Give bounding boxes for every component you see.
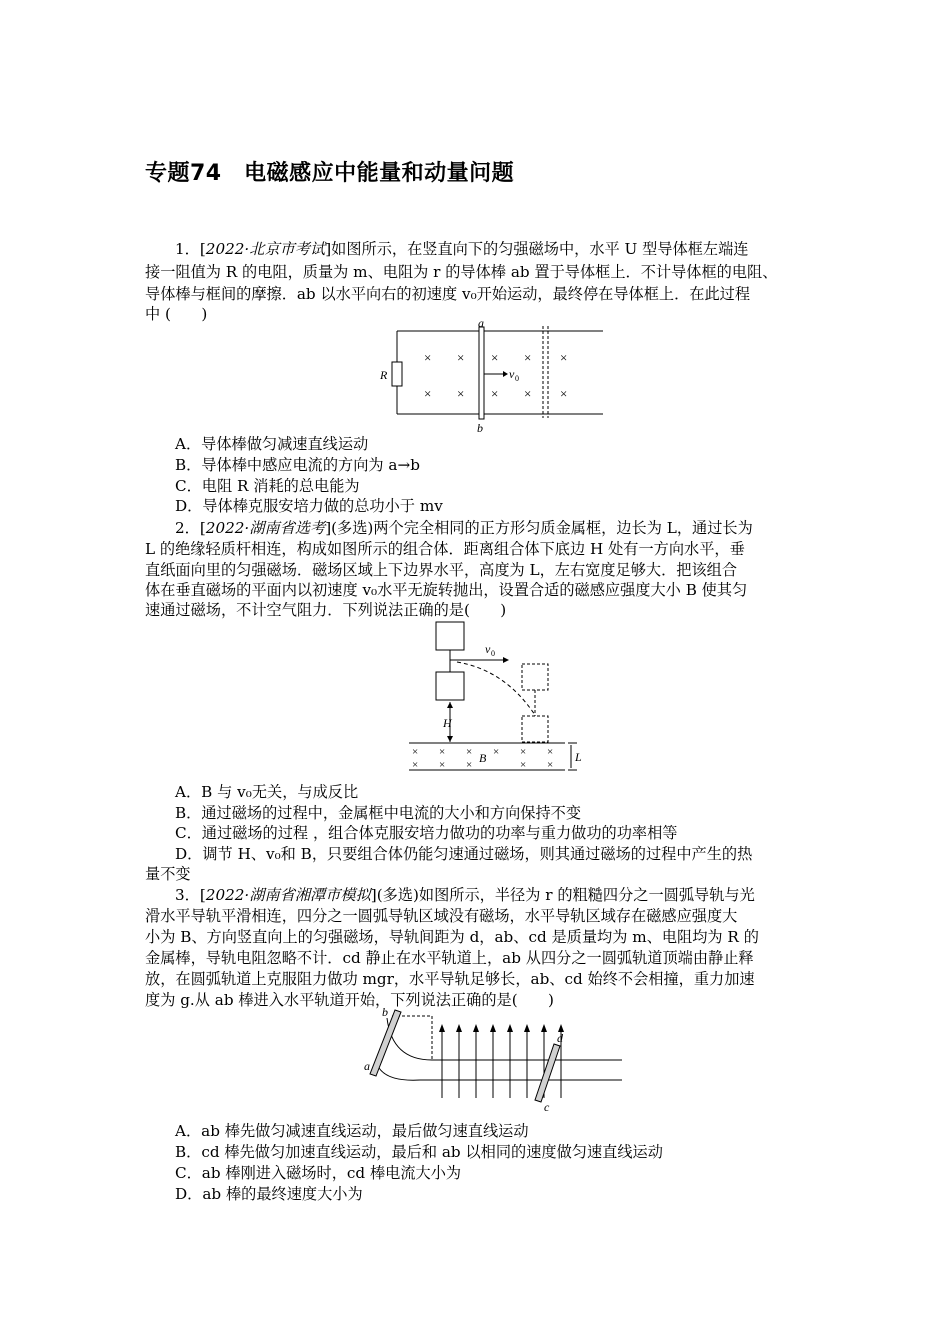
q3-line-5: 放，在圆弧轨道上克服阻力做功 mgr，水平导轨足够长，ab、cd 始终不会相撞，重力加速 bbox=[145, 970, 755, 988]
q3-option-c: C．ab 棒刚进入磁场时，cd 棒电流大小为 bbox=[175, 1164, 462, 1182]
q2-field-cross: × bbox=[493, 746, 500, 758]
q2-label-L: L bbox=[575, 750, 582, 764]
q2-source: 2022·湖南省选考 bbox=[205, 519, 326, 537]
q1-figure bbox=[375, 318, 605, 436]
q2-field-cross: × bbox=[547, 746, 554, 758]
q1-label-v: v bbox=[509, 367, 515, 381]
q1-line-2: 接一阻值为 R 的电阻，质量为 m、电阻为 r 的导体棒 ab 置于导体框上．不计导体框的电阻、 bbox=[145, 263, 778, 281]
q1-label-a: a bbox=[478, 318, 484, 330]
q3-label-a: a bbox=[364, 1059, 370, 1073]
q1-field-cross: × bbox=[491, 350, 499, 365]
arrow-up-icon bbox=[524, 1024, 530, 1032]
q2-line-3: 直纸面向里的匀强磁场．磁场区域上下边界水平，高度为 L，左右宽度足够大．把该组合 bbox=[145, 561, 738, 579]
q3-line-2: 滑水平导轨平滑相连，四分之一圆弧导轨区域没有磁场，水平导轨区域存在磁感应强度大 bbox=[145, 907, 738, 925]
q2-line-1: 2．[2022·湖南省选考](多选)两个完全相同的正方形匀质金属框，边长为 L，通过长为 bbox=[175, 519, 753, 537]
q3-line-6: 度为 g.从 ab 棒进入水平轨道开始，下列说法正确的是( ) bbox=[145, 991, 554, 1009]
q2-line-2: L 的绝缘轻质杆相连，构成如图所示的组合体．距离组合体下底边 H 处有一方向水平，垂 bbox=[145, 540, 745, 558]
q1-field-cross: × bbox=[457, 386, 465, 401]
q1-line-4: 中 ( ) bbox=[145, 305, 208, 323]
q3-label-c: c bbox=[544, 1100, 550, 1114]
q2-field-cross: × bbox=[439, 746, 446, 758]
q1-field-cross: × bbox=[457, 350, 465, 365]
q3-line-3: 小为 B、方向竖直向上的匀强磁场，导轨间距为 d，ab、cd 是质量均为 m、电阻均为 R 的 bbox=[145, 928, 759, 946]
arrow-up-icon bbox=[507, 1024, 513, 1032]
q2-label-v: v bbox=[485, 642, 491, 656]
q2-field-cross: × bbox=[466, 746, 473, 758]
page-title: 专题74 电磁感应中能量和动量问题 bbox=[145, 161, 515, 186]
q2-field-cross: × bbox=[520, 759, 527, 771]
q2-option-d: D．调节 H、v₀和 B，只要组合体仍能匀速通过磁场，则其通过磁场的过程中产生的热 bbox=[175, 845, 753, 863]
q2-line-5: 速通过磁场，不计空气阻力．下列说法正确的是( ) bbox=[145, 601, 507, 619]
resistor-icon bbox=[392, 362, 402, 386]
arrow-up-icon bbox=[473, 1024, 479, 1032]
arrow-right-icon bbox=[503, 657, 509, 663]
q2-label-v-sub: 0 bbox=[491, 649, 495, 658]
q1-source: 2022·北京市考试 bbox=[205, 240, 326, 258]
q2-label-H: H bbox=[443, 716, 452, 730]
q2-field-cross: × bbox=[466, 759, 473, 771]
q3-option-d: D．ab 棒的最终速度大小为 bbox=[175, 1185, 363, 1203]
arrow-up-icon bbox=[439, 1024, 445, 1032]
q2-option-c: C．通过磁场的过程 ，组合体克服安培力做功的功率与重力做功的功率相等 bbox=[175, 824, 678, 842]
q1-line-1: 1．[2022·北京市考试]如图所示，在竖直向下的匀强磁场中，水平 U 型导体框左端连 bbox=[175, 240, 749, 258]
q1-field-cross: × bbox=[524, 386, 532, 401]
rod-cd bbox=[535, 1044, 560, 1102]
q1-label-R: R bbox=[380, 368, 388, 382]
q3-label-d: d bbox=[557, 1031, 563, 1045]
rod-ab bbox=[479, 327, 484, 419]
arrow-up-icon bbox=[456, 1024, 462, 1032]
lower-frame bbox=[436, 672, 464, 700]
q1-option-a: A．导体棒做匀减速直线运动 bbox=[175, 435, 369, 453]
q1-label-v-sub: 0 bbox=[515, 374, 519, 383]
q1-option-d: D．导体棒克服安培力做的总功小于 mv bbox=[175, 497, 443, 515]
rod-ab bbox=[370, 1010, 401, 1076]
arrow-up-icon bbox=[490, 1024, 496, 1032]
q1-field-cross: × bbox=[524, 350, 532, 365]
q2-figure bbox=[405, 620, 590, 775]
arrow-up-icon bbox=[541, 1024, 547, 1032]
arrow-down-icon bbox=[447, 736, 453, 742]
q1-option-c: C．电阻 R 消耗的总电能为 bbox=[175, 477, 360, 495]
q1-field-cross: × bbox=[424, 386, 432, 401]
arrow-up-icon bbox=[447, 702, 453, 708]
q2-field-cross: × bbox=[547, 759, 554, 771]
q2-field-cross: × bbox=[439, 759, 446, 771]
q2-line-4: 体在垂直磁场的平面内以初速度 v₀水平无旋转抛出，设置合适的磁感应强度大小 B 使其匀 bbox=[145, 581, 748, 599]
q1-field-cross: × bbox=[491, 386, 499, 401]
q3-option-b: B．cd 棒先做匀加速直线运动，最后和 ab 以相同的速度做匀速直线运动 bbox=[175, 1143, 663, 1161]
q2-option-a: A．B 与 v₀无关，与成反比 bbox=[175, 783, 359, 801]
q3-line-1: 3．[2022·湖南省湘潭市模拟](多选)如图所示，半径为 r 的粗糙四分之一圆弧导轨与光 bbox=[175, 886, 755, 904]
q1-field-cross: × bbox=[560, 350, 568, 365]
arrow-right-icon bbox=[503, 371, 508, 377]
q1-field-cross: × bbox=[424, 350, 432, 365]
upper-frame bbox=[436, 622, 464, 650]
q2-option-d-cont: 量不变 bbox=[145, 865, 191, 883]
q1-field-cross: × bbox=[560, 386, 568, 401]
q3-option-a: A．ab 棒先做匀减速直线运动，最后做匀速直线运动 bbox=[175, 1122, 529, 1140]
q2-option-b: B．通过磁场的过程中，金属框中电流的大小和方向保持不变 bbox=[175, 804, 582, 822]
q3-figure bbox=[362, 1004, 627, 1114]
q1-option-b: B．导体棒中感应电流的方向为 a→b bbox=[175, 456, 420, 474]
q2-field-cross: × bbox=[520, 746, 527, 758]
q2-label-B: B bbox=[479, 751, 487, 765]
q2-field-cross: × bbox=[412, 759, 419, 771]
q2-field-cross: × bbox=[412, 746, 419, 758]
q1-label-b: b bbox=[477, 421, 483, 435]
q3-source: 2022·湖南省湘潭市模拟 bbox=[205, 886, 371, 904]
q3-label-b: b bbox=[382, 1005, 388, 1019]
q3-line-4: 金属棒，导轨电阻忽略不计．cd 静止在水平轨道上，ab 从四分之一圆弧轨道顶端由静止释 bbox=[145, 949, 754, 967]
q1-line-3: 导体棒与框间的摩擦．ab 以水平向右的初速度 v₀开始运动，最终停在导体框上．在此过程 bbox=[145, 285, 751, 303]
